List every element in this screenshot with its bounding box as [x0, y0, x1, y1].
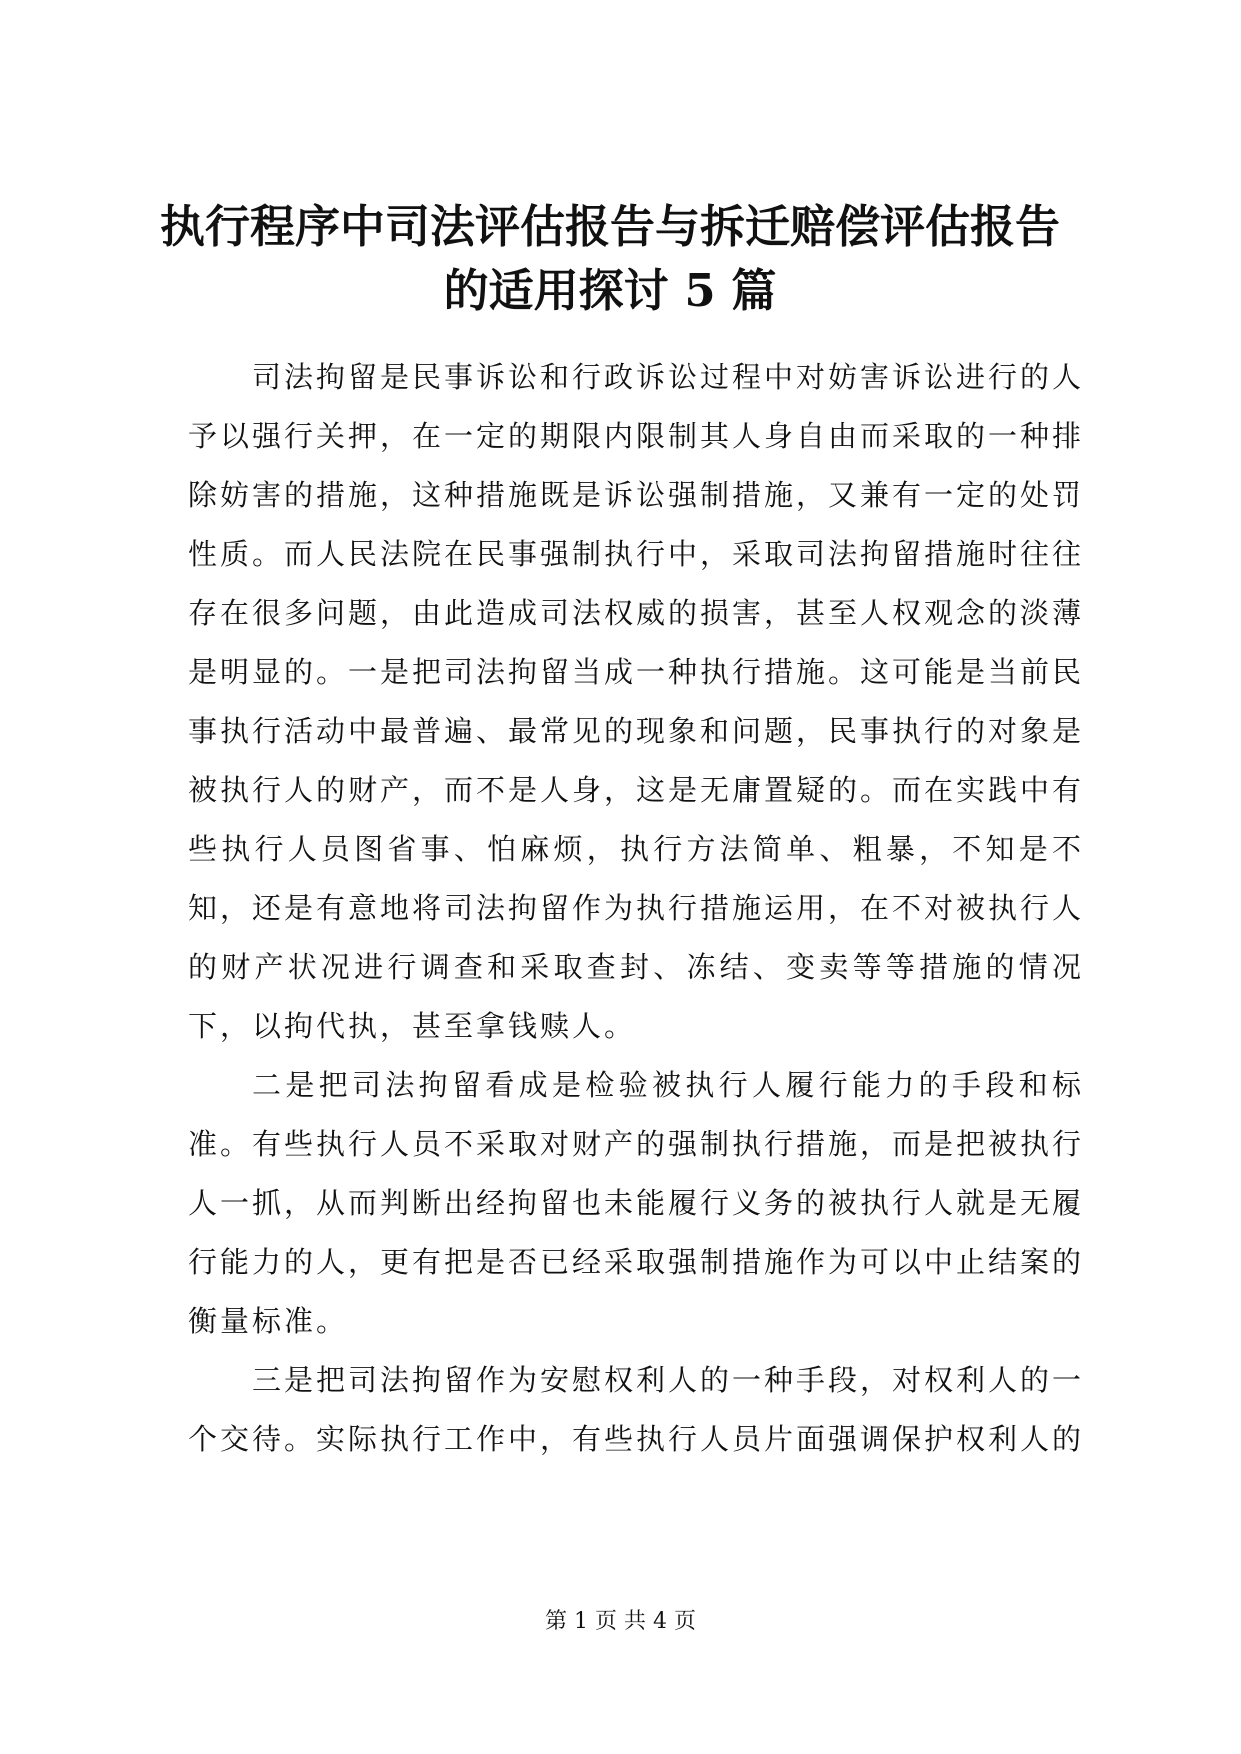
paragraph-1: 司法拘留是民事诉讼和行政诉讼过程中对妨害诉讼进行的人予以强行关押，在一定的期限内限制其人身自由而采取的一种排除妨害的措施，这种措施既是诉讼强制措施，又兼有一定的处罚性质。而人民法院在民事强制执行中，采取司法拘留措施时往往存在很多问题，由此造成司法权威的损害，甚至人权观念的淡薄是明显的。一是把司法拘留当成一种执行措施。这可能是当前民事执行活动中最普遍、最常见的现象和问题，民事执行的对象是被执行人的财产，而不是人身，这是无庸置疑的。而在实践中有些执行人员图省事、怕麻烦，执行方法简单、粗暴，不知是不知，还是有意地将司法拘留作为执行措施运用，在不对被执行人的财产状况进行调查和采取查封、冻结、变卖等等措施的情况下，以拘代执，甚至拿钱赎人。	[188, 360, 1085, 1043]
paragraph-3: 三是把司法拘留作为安慰权利人的一种手段，对权利人的一个交待。实际执行工作中，有些执行人员片面强调保护权利人的	[188, 1363, 1085, 1456]
document-body	[188, 348, 1084, 1469]
title-line-1: 执行程序中司法评估报告与拆迁赔偿评估报告	[159, 200, 1060, 253]
page-footer	[0, 1607, 1241, 1637]
document-title	[130, 195, 1090, 323]
paragraph-2: 二是把司法拘留看成是检验被执行人履行能力的手段和标准。有些执行人员不采取对财产的强制执行措施，而是把被执行人一抓，从而判断出经拘留也未能履行义务的被执行人就是无履行能力的人，更有把是否已经采取强制措施作为可以中止结案的衡量标准。	[188, 1068, 1085, 1338]
title-line-2: 的适用探讨 5 篇	[443, 264, 777, 317]
page-number-label: 第 1 页 共 4 页	[545, 1609, 696, 1634]
